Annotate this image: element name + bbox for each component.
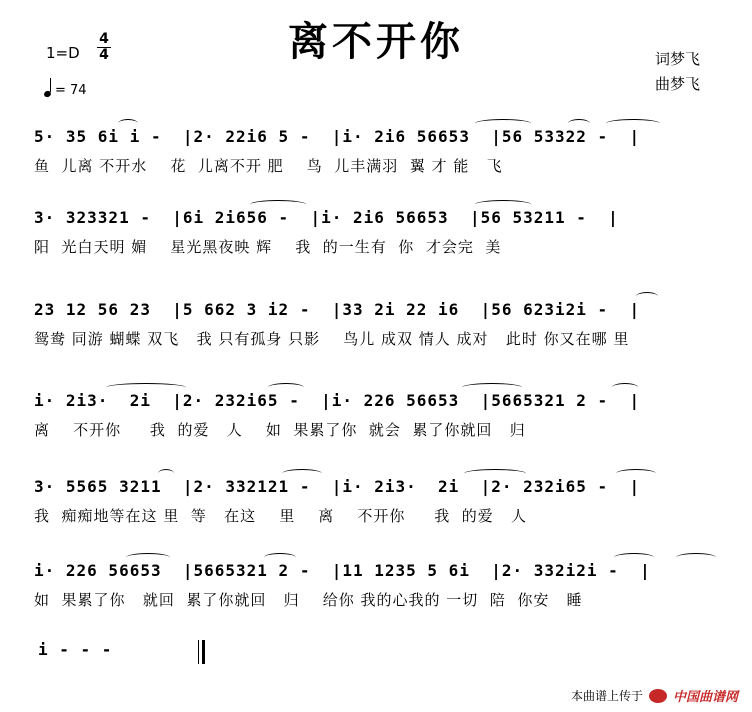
slur (126, 553, 170, 562)
time-signature (96, 32, 112, 63)
score-row-4 (0, 391, 752, 451)
score-row-6 (0, 561, 752, 621)
slur (568, 119, 590, 128)
notes-line: i· 226 56653 |5665321 2 - |11 1235 5 6i |2· 332i2i - | (34, 561, 651, 580)
score-row-5 (0, 477, 752, 537)
notes-line: 23 12 56 23 |5 662 3 i2 - |33 2i 22 i6 |56 623i2i - | (34, 300, 641, 319)
footer (571, 686, 738, 705)
notes-line: 5· 35 6i i - |2· 22i6 5 - |i· 2i6 56653 |56 53322 - | (34, 127, 641, 146)
song-title: 离不开你 (288, 19, 464, 65)
tempo-marking (44, 80, 87, 98)
notes-line: 3· 5565 3211 |2· 332121 - |i· 2i3· 2i |2· 232i65 - | (34, 477, 641, 496)
slur (282, 469, 322, 478)
key-signature: 1=D (46, 44, 80, 62)
slur (264, 553, 296, 562)
slur (464, 469, 526, 478)
slur (636, 292, 658, 301)
score-row-1 (0, 127, 752, 187)
site-brand: 中国曲谱网 (672, 690, 738, 705)
final-barline (198, 640, 205, 664)
slur (158, 469, 174, 478)
lyrics-line: 阳 光白天明 媚 星光黑夜映 辉 我 的一生有 你 才会完 美 (34, 238, 502, 256)
slur (614, 553, 654, 562)
lyricist-credit: 词梦飞 (654, 50, 700, 68)
slur (606, 119, 660, 128)
tempo-value: = 74 (55, 83, 87, 98)
score-row-2 (0, 208, 752, 268)
notes-line: i - - - (38, 640, 113, 659)
score-row-3 (0, 300, 752, 360)
slur (462, 383, 522, 392)
score-ending-row (0, 640, 752, 670)
composer-credit: 曲梦飞 (654, 75, 700, 93)
slur (676, 553, 716, 562)
lyrics-line: 我 痴痴地等在这 里 等 在这 里 离 不开你 我 的爱 人 (34, 507, 528, 525)
slur (616, 469, 656, 478)
time-signature-top: 4 (99, 31, 109, 47)
slur (612, 383, 638, 392)
slur (475, 119, 531, 128)
note-stem (50, 78, 51, 92)
slur (106, 383, 186, 392)
upload-note: 本曲谱上传于 (570, 689, 643, 703)
time-signature-bottom: 4 (99, 47, 109, 63)
lyrics-line: 如 果累了你 就回 累了你就回 归 给你 我的心我的 一切 陪 你安 睡 (34, 591, 583, 609)
lyrics-line: 离 不开你 我 的爱 人 如 果累了你 就会 累了你就回 归 (34, 421, 526, 439)
slur (118, 119, 138, 128)
slur (268, 383, 304, 392)
lyrics-line: 鱼 儿离 不开水 花 儿离不开 肥 鸟 儿丰满羽 翼 才 能 飞 (34, 157, 503, 175)
notes-line: 3· 323321 - |6i 2i656 - |i· 2i6 56653 |56 53211 - | (34, 208, 619, 227)
site-logo-icon (649, 689, 667, 703)
slur (250, 200, 306, 209)
notes-line: i· 2i3· 2i |2· 232i65 - |i· 226 56653 |5665321 2 - | (34, 391, 641, 410)
slur (475, 200, 531, 209)
lyrics-line: 鸳鸯 同游 蝴蝶 双飞 我 只有孤身 只影 鸟儿 成双 情人 成对 此时 你又在哪 里 (34, 330, 630, 348)
